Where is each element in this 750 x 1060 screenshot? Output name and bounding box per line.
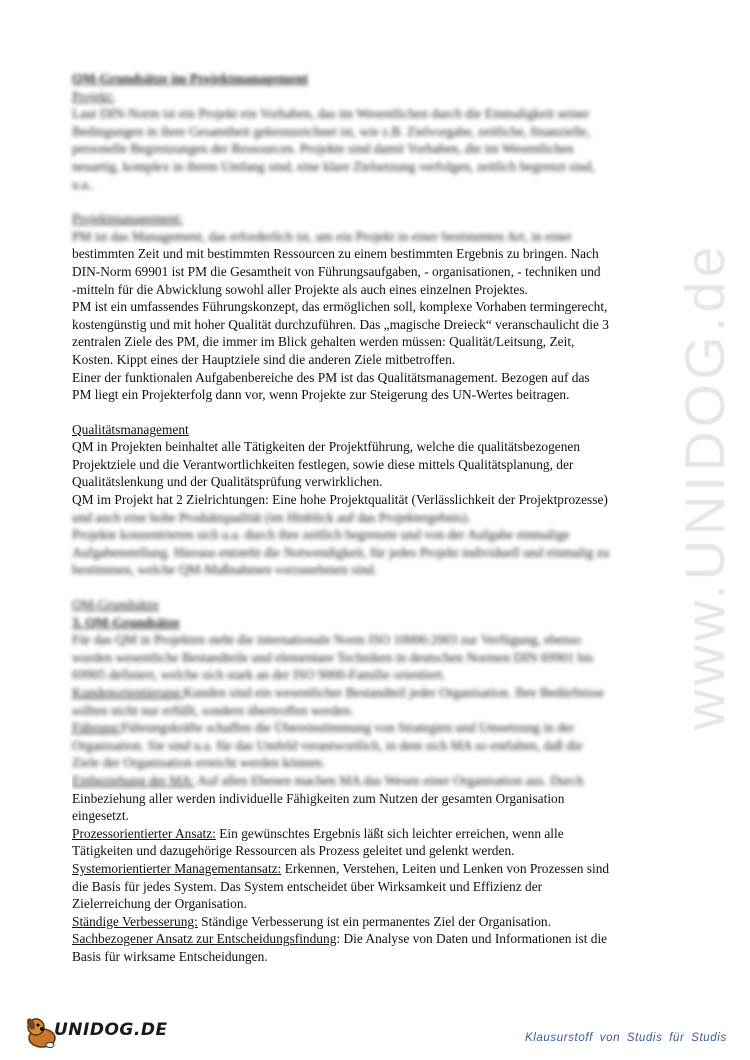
text-line: Bedingungen in ihrer Gesamtheit gekennzeichnet ist, wie z.B. Zielvorgabe, zeitliche, finanzielle, bbox=[72, 123, 591, 139]
principle-line bbox=[72, 878, 690, 896]
text-line: PM liegt ein Projekterfolg dann vor, wenn Projekte zur Steigerung des UN-Wertes beitragen. bbox=[72, 387, 570, 403]
principle-line bbox=[72, 737, 690, 755]
principle-term: Führung: bbox=[72, 720, 122, 736]
principle-text: Ziele der Organisation erreicht werden können. bbox=[72, 755, 326, 771]
text-line: DIN-Norm 69901 ist PM die Gesamtheit von Führungsaufgaben, - organisationen, - techniken und bbox=[72, 263, 601, 279]
principle-text: Tätigkeiten und dazugehörige Ressourcen als Prozess geleitet und gelenkt werden. bbox=[72, 843, 515, 859]
text-line: Qualitätslenkung und der Qualitätsprüfung verwirklichen. bbox=[72, 474, 383, 490]
text-line: bestimmen, welche QM-Maßnahmen vorzunehmen sind. bbox=[72, 562, 377, 578]
principle-line bbox=[72, 930, 690, 948]
document-content bbox=[72, 70, 690, 966]
text-line: Projekte konzentrieren sich u.a. durch ihre zeitlich begrenzte und von der Aufgabe einmalige bbox=[72, 527, 570, 543]
text-line: QM im Projekt hat 2 Zielrichtungen: Eine hohe Projektqualität (Verlässlichkeit der Projektprozesse) bbox=[72, 492, 608, 508]
principle-text: Führungskräfte schaffen die Übereinstimmung von Strategien und Umsetzung in der bbox=[121, 720, 575, 736]
principle-term: Sachbezogener Ansatz zur Entscheidungsfindung bbox=[72, 931, 337, 947]
text-line: neuartig, komplex in ihrem Umfang sind, eine klare Zielsetzung verfolgen, zeitlich begrenzt sind, bbox=[72, 158, 595, 174]
principle-term: Systemorientierter Managementansatz: bbox=[72, 860, 282, 876]
principle-term: Ständige Verbesserung: bbox=[72, 913, 198, 929]
pm-blurred-line: PM ist das Management, das erforderlich ist, um ein Projekt in einer bestimmten Art, in einer bbox=[72, 228, 572, 244]
ma-principle-continuation bbox=[72, 790, 690, 825]
principle-text: Zielerreichung der Organisation. bbox=[72, 896, 247, 912]
pm-paragraph bbox=[72, 245, 690, 403]
projekt-heading: Projekt: bbox=[72, 88, 115, 104]
text-line: Einer der funktionalen Aufgabenbereiche des PM ist das Qualitätsmanagement. Bezogen auf das bbox=[72, 369, 590, 385]
principle-text: sollten nicht nur erfüllt, sondern übertroffen werden. bbox=[72, 702, 354, 718]
principle-term: Prozessorientierter Ansatz: bbox=[72, 825, 216, 841]
principle-line bbox=[72, 842, 690, 860]
qm-blurred-paragraph bbox=[72, 509, 690, 579]
text-line: bestimmten Zeit und mit bestimmten Ressourcen zu einem bestimmten Ergebnis zu bringen. Nach bbox=[72, 246, 599, 262]
principle-line bbox=[72, 702, 690, 720]
principle-line bbox=[72, 754, 690, 772]
text-line: wurden wesentliche Bestandteile und elementare Techniken in deutschen Normen DIN 69901 bis bbox=[72, 649, 594, 665]
pm-blurred-part bbox=[72, 210, 690, 245]
text-line: Aufgabenstellung. Hieraus entsteht die Notwendigkeit, für jedes Projekt individuell und einmalig zu bbox=[72, 544, 610, 560]
text-line: Kosten. Kippt eines der Hauptziele sind die anderen Ziele mitbetroffen. bbox=[72, 351, 456, 367]
footer-slogan: Klausurstoff von Studis für Studis bbox=[525, 1032, 727, 1044]
ma-principle-term: Einbeziehung der MA: bbox=[72, 772, 195, 788]
document-title: QM-Grundsätze im Projektmanagement bbox=[72, 71, 309, 86]
text-line: kostengünstig und mit hoher Qualität durchzuführen. Das „magische Dreieck“ veranschaulicht die 3 bbox=[72, 316, 609, 332]
text-line: personelle Begrenzungen der Ressourcen. Projekte sind damit Vorhaben, die im Wesentlichen bbox=[72, 141, 574, 157]
grundsatz-intro bbox=[72, 631, 690, 684]
principles-list bbox=[72, 825, 690, 966]
ma-principle-text: Auf allen Ebenen machen MA das Wesen einer Organisation aus. Durch bbox=[194, 772, 584, 788]
principle-text: die Basis für jedes System. Das System entscheidet über Wirksamkeit und Effizienz der bbox=[72, 878, 543, 894]
principle-line bbox=[72, 895, 690, 913]
text-line: -mitteln für die Abwicklung sowohl aller Projekte als auch eines einzelnen Projektes. bbox=[72, 281, 528, 297]
text-line: Projektziele und die Verantwortlichkeiten festlegen, sowie diese mittels Qualitätsplanung, der bbox=[72, 456, 574, 472]
principle-text: Ständige Verbesserung ist ein permanentes Ziel der Organisation. bbox=[197, 913, 551, 929]
grundsatz-heading: QM-Grundsätze bbox=[72, 597, 160, 613]
pm-heading: Projektmanagement: bbox=[72, 211, 183, 227]
principle-text: Kunden sind ein wesentlicher Bestandteil jeder Organisation. Ihre Bedürfnisse bbox=[183, 685, 604, 700]
principle-line bbox=[72, 719, 690, 737]
principle-text: Organisation. Sie sind u.a. für das Umfeld verantwortlich, in dem sich MA so entfalten, daß die bbox=[72, 737, 583, 753]
qm-section bbox=[72, 421, 690, 579]
principle-line bbox=[72, 684, 690, 702]
principle-line bbox=[72, 860, 690, 878]
grundsatz-section bbox=[72, 596, 690, 965]
text-line: 69905 definiert, welche sich stark an der ISO 9000-Familie orientiert. bbox=[72, 667, 446, 683]
grundsatz-subheading: 3. QM-Grundsätze bbox=[72, 614, 180, 630]
projekt-section-blurred bbox=[72, 70, 690, 193]
principle-text: : Die Analyse von Daten und Informationen ist die bbox=[336, 931, 608, 947]
text-line: eingesetzt. bbox=[72, 808, 129, 824]
principle-line bbox=[72, 948, 690, 966]
qm-heading: Qualitätsmanagement bbox=[72, 421, 189, 437]
logo-text: UNIDOG.DE bbox=[54, 1020, 168, 1040]
principle-line bbox=[72, 825, 690, 843]
qm-paragraph bbox=[72, 438, 690, 508]
ma-principle-line bbox=[72, 772, 690, 790]
text-line: QM in Projekten beinhaltet alle Tätigkeiten der Projektführung, welche die qualitätsbezogenen bbox=[72, 439, 581, 455]
text-line: u.a.. bbox=[72, 176, 95, 192]
unidog-logo bbox=[22, 1012, 168, 1052]
principle-text: Erkennen, Verstehen, Leiten und Lenken von Prozessen sind bbox=[281, 860, 610, 876]
principle-term: Kundenorientierung: bbox=[72, 685, 184, 700]
grundsatz-blurred-part bbox=[72, 596, 690, 772]
principle-line bbox=[72, 913, 690, 931]
text-line: PM ist ein umfassendes Führungskonzept, das ermöglichen soll, komplexe Vorhaben termingerecht, bbox=[72, 299, 608, 315]
principle-text: Basis für wirksame Entscheidungen. bbox=[72, 948, 268, 964]
principle-text: Ein gewünschtes Ergebnis läßt sich leichter erreichen, wenn alle bbox=[215, 825, 564, 841]
text-line: zentralen Ziele des PM, die immer im Blick gehalten werden müssen: Qualität/Leitsung, Zeit, bbox=[72, 334, 575, 350]
watermark: www.UNIDOG.de bbox=[673, 242, 736, 730]
pm-section bbox=[72, 210, 690, 404]
text-line: Laut DIN-Norm ist ein Projekt ein Vorhaben, das im Wesentlichen durch die Einmaligkeit seiner bbox=[72, 106, 590, 122]
projekt-paragraph bbox=[72, 105, 690, 193]
blurred-principles bbox=[72, 684, 690, 772]
text-line: und auch eine hohe Produktqualität (im Hinblick auf das Projektergebnis). bbox=[72, 509, 471, 525]
text-line: Einbeziehung aller werden individuelle Fähigkeiten zum Nutzen der gesamten Organisation bbox=[72, 790, 565, 806]
text-line: Für das QM in Projekten steht die internationale Norm ISO 10006:2003 zur Verfügung, ebenso bbox=[72, 632, 582, 648]
